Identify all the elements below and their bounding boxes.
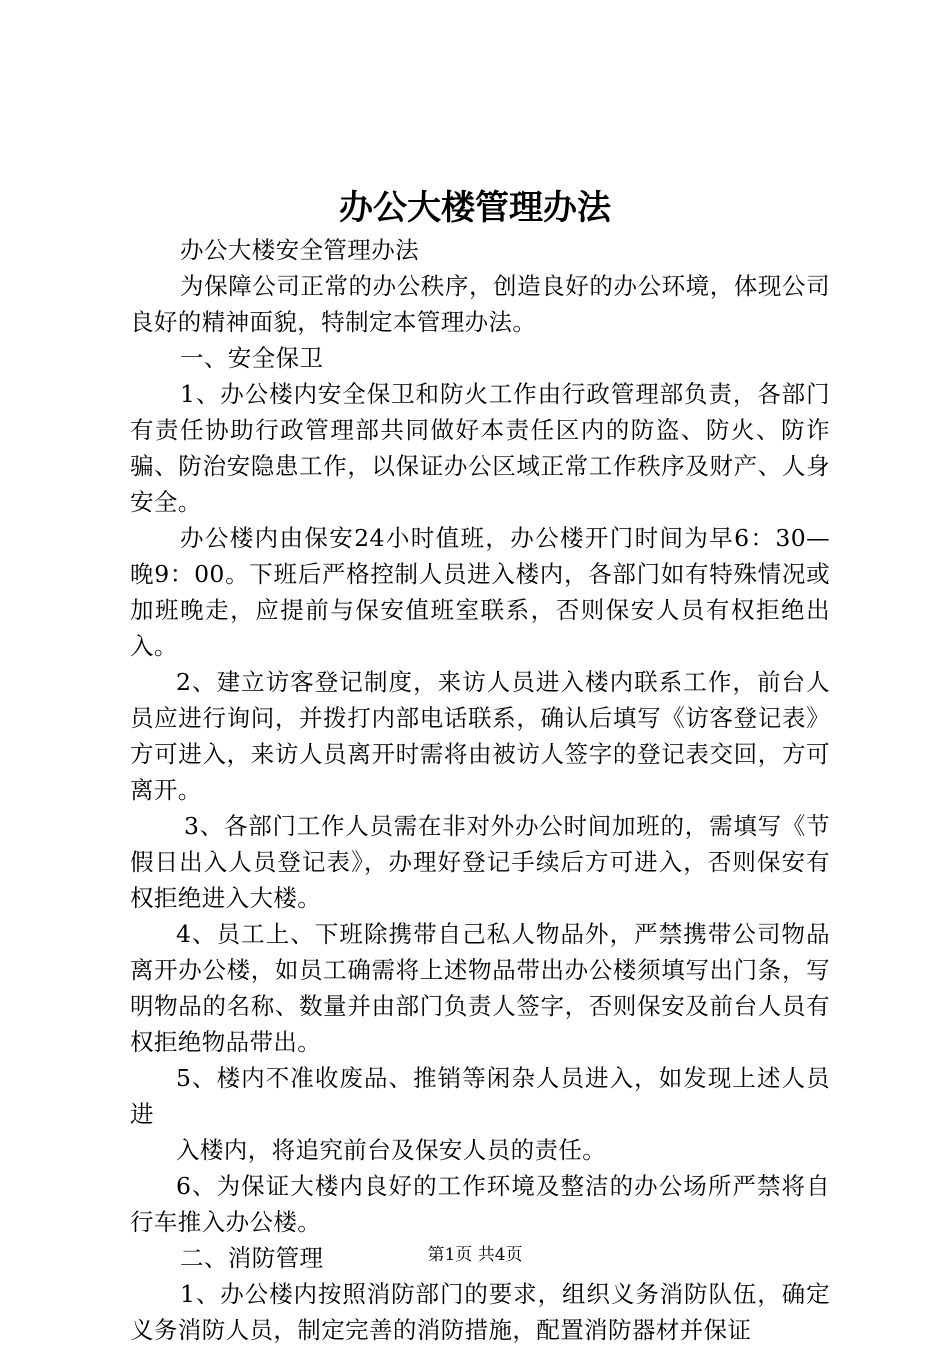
paragraph-item-5: 5、楼内不准收废品、推销等闲杂人员进入，如发现上述人员进: [130, 1064, 830, 1128]
paragraph-item-5-continued: 入楼内，将追究前台及保安人员的责任。: [176, 1136, 607, 1164]
paragraph-subtitle: 办公大楼安全管理办法: [180, 236, 419, 264]
section-heading-fire: 二、消防管理: [180, 1244, 324, 1272]
paragraph-item-1: 1、办公楼内安全保卫和防火工作由行政管理部负责，各部门有责任协助行政管理部共同做好本责任区内的防盗、防火、防诈骗、防治安隐患工作，以保证办公区域正常工作秩序及财产、人身安全。: [130, 380, 830, 516]
paragraph-item-4: 4、员工上、下班除携带自己私人物品外，严禁携带公司物品离开办公楼，如员工确需将上述物品带出办公楼须填写出门条，写明物品的名称、数量并由部门负责人签字，否则保安及前台人员有权拒绝物品带出。: [130, 920, 830, 1056]
document-body: [130, 232, 830, 1348]
document-title: 办公大楼管理办法: [339, 188, 611, 228]
section-heading-security: 一、安全保卫: [180, 344, 324, 372]
paragraph-guard-hours: 办公楼内由保安24小时值班，办公楼开门时间为早6：30—晚9：00。下班后严格控制人员进入楼内，各部门如有特殊情况或加班晚走，应提前与保安值班室联系，否则保安人员有权拒绝出入。: [130, 524, 830, 660]
paragraph-item-6: 6、为保证大楼内良好的工作环境及整洁的办公场所严禁将自行车推入办公楼。: [130, 1172, 830, 1236]
paragraph-item-3: 3、各部门工作人员需在非对外办公时间加班的，需填写《节假日出入人员登记表》，办理好登记手续后方可进入，否则保安有权拒绝进入大楼。: [130, 812, 830, 912]
paragraph-item-2: 2、建立访客登记制度，来访人员进入楼内联系工作，前台人员应进行询问，并拨打内部电话联系，确认后填写《访客登记表》方可进入，来访人员离开时需将由被访人签字的登记表交回，方可离开。: [130, 668, 830, 804]
page-footer: 第1页 共4页: [427, 1245, 523, 1265]
paragraph-intro: 为保障公司正常的办公秩序，创造良好的办公环境，体现公司良好的精神面貌，特制定本管理办法。: [130, 272, 830, 336]
paragraph-fire-item-1: 1、办公楼内按照消防部门的要求，组织义务消防队伍，确定义务消防人员，制定完善的消防措施，配置消防器材并保证: [130, 1280, 830, 1344]
